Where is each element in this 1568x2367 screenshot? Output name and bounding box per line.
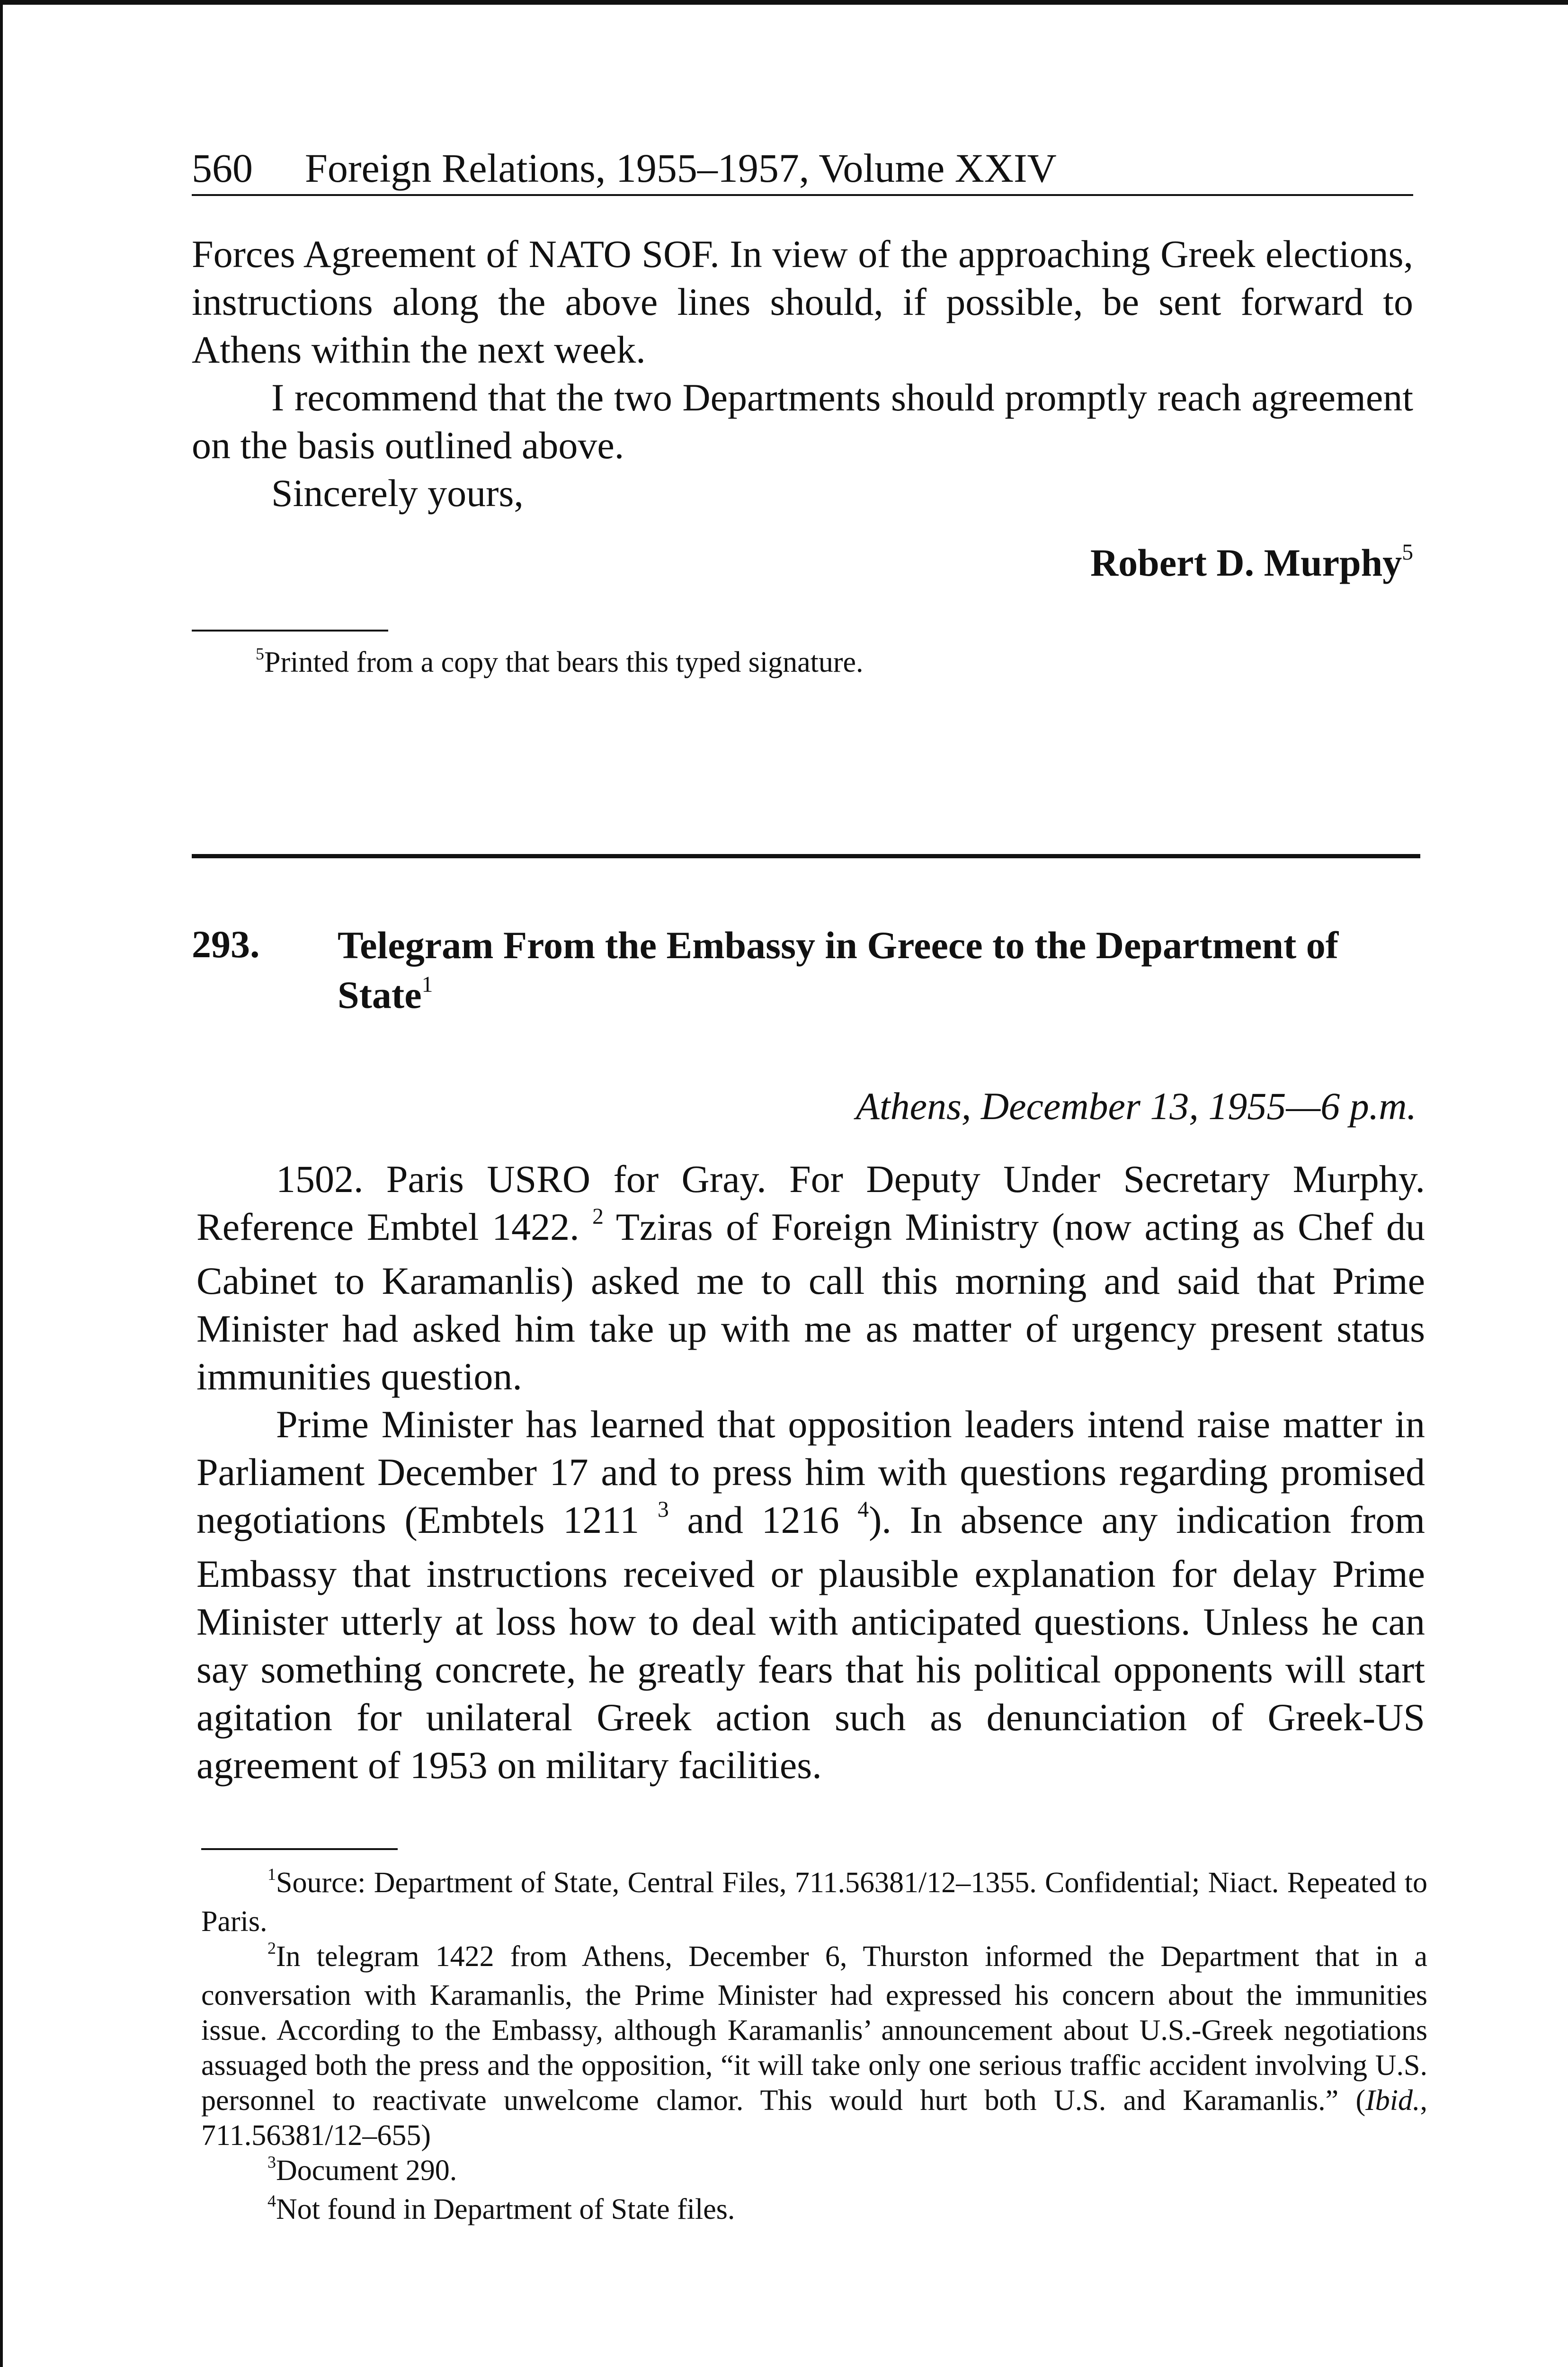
footnote-3 <box>201 2153 1427 2192</box>
footnote-marker: 5 <box>256 644 264 664</box>
body-text: and 1216 <box>687 1498 839 1541</box>
book-title: Foreign Relations, 1955–1957, Volume XXIV <box>305 145 1057 191</box>
document-number: 293. <box>192 923 260 966</box>
footnote-marker: 2 <box>267 1939 276 1958</box>
footnote-1 <box>201 1865 1427 1939</box>
page-number: 560 <box>192 145 253 191</box>
footnote-rule <box>201 1848 398 1850</box>
footnote-ref: 4 <box>857 1497 869 1522</box>
footnote-text: , 711.56381/12–655) <box>201 2084 1427 2152</box>
body-text: 1502. Paris USRO for Gray. For Deputy Under Secretary Murphy. Reference Embtel 1422. <box>196 1157 1425 1248</box>
footnote-2 <box>201 1939 1427 2153</box>
footnote-marker: 3 <box>267 2153 276 2172</box>
footnote-ibid: Ibid. <box>1365 2084 1420 2117</box>
closing-salutation: Sincerely yours, <box>271 472 524 515</box>
footnote-4 <box>201 2192 1427 2231</box>
carryover-text <box>192 230 1413 517</box>
footnotes <box>201 1865 1427 2231</box>
footnote-text: Printed from a copy that bears this typed signature. <box>264 646 864 678</box>
dateline: Athens, December 13, 1955—6 p.m. <box>855 1085 1417 1128</box>
section-divider <box>192 854 1420 858</box>
footnote-5 <box>256 645 864 684</box>
footnote-marker: 4 <box>267 2191 276 2211</box>
body-paragraph <box>196 1400 1425 1789</box>
footnote-text: In telegram 1422 from Athens, December 6, Thurston informed the Department that in a conversation with Karamanlis, the Prime Minister had expressed his concern about the immunities issue. According to the Embassy, although Karamanlis’ announcement about U.S.-Greek negotiations assuaged both the press and the opposition, “it will take only one serious traffic accident involving U.S. personnel to reactivate unwelcome clamor. This would hurt both U.S. and Karamanlis.” ( <box>201 1940 1427 2117</box>
footnote-text: Document 290. <box>276 2154 457 2187</box>
footnote-text: Source: Department of State, Central Files, 711.56381/12–1355. Confidential; Niact. Repeated to Paris. <box>201 1867 1427 1938</box>
body-text: Tziras of Foreign Ministry (now acting as Chef du Cabinet to Karamanlis) asked me to call this morning and said that Prime Minister had asked him take up with me as matter of urgency present status immunities question. <box>196 1205 1425 1398</box>
signature <box>1090 541 1413 585</box>
running-header <box>192 142 1413 196</box>
footnote-ref: 2 <box>592 1204 604 1229</box>
footnote-text: Not found in Department of State files. <box>276 2193 735 2225</box>
body-text: Prime Minister has learned that opposition leaders intend raise matter in Parliament December 17 and to press him with questions regarding promised negotiations (Embtels 1211 <box>196 1403 1425 1541</box>
document-title <box>338 920 1415 1026</box>
body-paragraph <box>196 1155 1425 1400</box>
carryover-paragraph: I recommend that the two Departments should promptly reach agreement on the basis outlined above. <box>192 376 1413 467</box>
signature-name: Robert D. Murphy <box>1090 541 1402 584</box>
footnote-marker: 1 <box>267 1865 276 1884</box>
footnote-ref: 3 <box>658 1497 669 1522</box>
footnote-ref: 1 <box>421 972 433 997</box>
document-title-text: Telegram From the Embassy in Greece to the Department of State <box>338 924 1339 1016</box>
carryover-paragraph: Forces Agreement of NATO SOF. In view of the approaching Greek elections, instructions along the above lines should, if possible, be sent forward to Athens within the next week. <box>192 232 1413 371</box>
footnote-rule <box>192 630 388 632</box>
body-text: ). In absence any indication from Embassy that instructions received or plausible explanation for delay Prime Minister utterly at loss how to deal with anticipated questions. Unless he can say something concrete, he greatly fears that his political opponents will start agitation for unilateral Greek action such as denunciation of Greek-US agreement of 1953 on military facilities. <box>196 1498 1425 1787</box>
telegram-body <box>196 1155 1425 1789</box>
footnote-ref: 5 <box>1402 540 1413 565</box>
